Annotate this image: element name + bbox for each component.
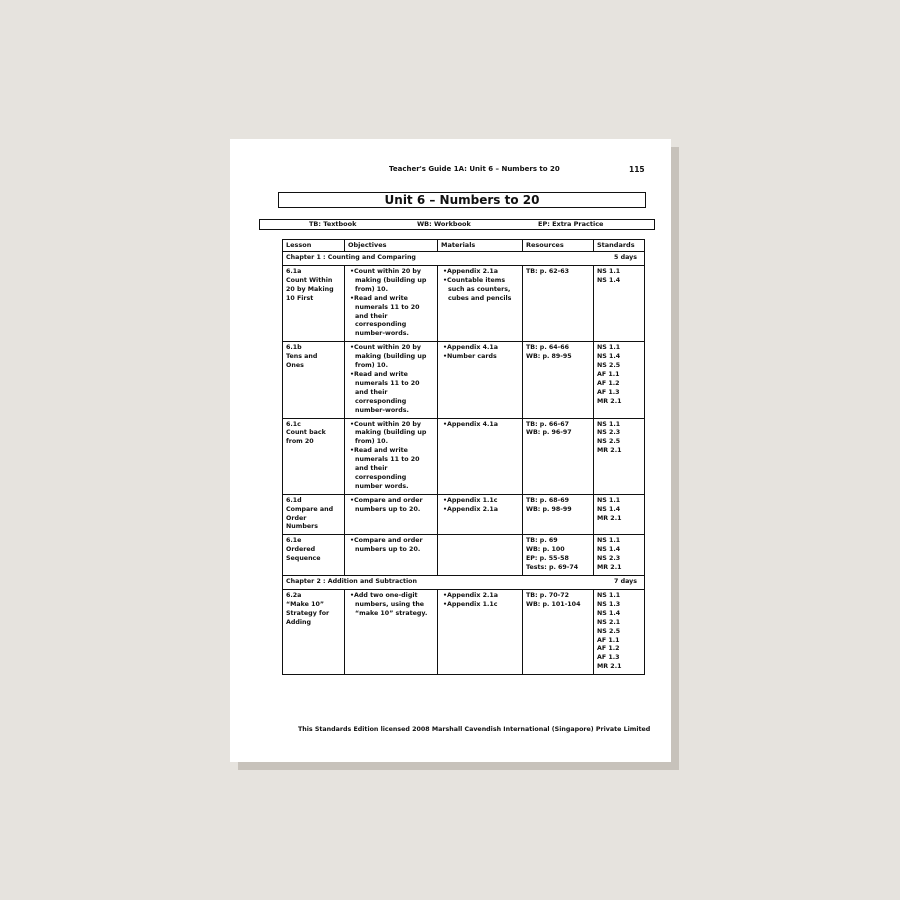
bullet-item: • Add two one-digit numbers, using the “make 10” strategy.	[348, 592, 434, 619]
cell-line: TB: p. 62-63	[526, 268, 570, 275]
cell-line: 6.1d	[286, 496, 302, 504]
bullet-item: • Appendix 1.1c	[441, 601, 519, 610]
standards-cell	[594, 266, 645, 342]
bullet-item: • Compare and order numbers up to 20.	[348, 497, 434, 515]
cell-line: TB: p. 66-67	[526, 420, 570, 428]
cell-line: NS 1.1	[597, 496, 621, 504]
table-row	[283, 266, 645, 342]
resources-cell	[523, 535, 594, 576]
cell-line: MR 2.1	[597, 447, 622, 455]
standards-cell	[594, 342, 645, 418]
resources-cell	[523, 494, 594, 535]
standards-cell	[594, 494, 645, 535]
cell-line: NS 1.4	[597, 609, 621, 617]
legend-tb: TB: Textbook	[309, 220, 357, 228]
cell-line: Adding	[286, 618, 312, 626]
page-number: 115	[629, 165, 645, 174]
bullet-item: • Appendix 2.1a	[441, 268, 519, 277]
objectives-cell	[345, 418, 438, 494]
cell-line: MR 2.1	[597, 564, 622, 572]
cell-line: NS 1.1	[597, 537, 621, 545]
chapter-days: 7 days	[614, 578, 637, 585]
resources-cell	[523, 342, 594, 418]
materials-cell	[438, 266, 523, 342]
column-header: Standards	[594, 240, 645, 252]
bullet-item: • Compare and order numbers up to 20.	[348, 537, 434, 555]
resources-cell	[523, 590, 594, 675]
chapter-cell	[283, 576, 645, 590]
cell-line: NS 1.4	[597, 546, 621, 554]
cell-line: TB: p. 70-72	[526, 592, 570, 599]
cell-line: TB: p. 69	[526, 537, 558, 545]
bullet-item: • Read and write numerals 11 to 20 and their corresponding number-words.	[348, 295, 434, 340]
cell-line: NS 1.1	[597, 420, 621, 428]
cell-line: TB: p. 64-66	[526, 344, 570, 352]
standards-cell	[594, 535, 645, 576]
cell-line: from 20	[286, 438, 314, 446]
bullet-item: • Appendix 4.1a	[441, 421, 519, 430]
cell-line: WB: p. 101-104	[526, 600, 581, 608]
cell-line: NS 2.3	[597, 555, 621, 563]
cell-line: NS 2.5	[597, 362, 621, 370]
cell-line: TB: p. 68-69	[526, 496, 570, 504]
cell-line: NS 1.1	[597, 344, 621, 352]
cell-line: 6.1c	[286, 420, 301, 428]
legend-ep: EP: Extra Practice	[538, 220, 604, 228]
cell-line: “Make 10”	[286, 600, 325, 608]
objectives-cell	[345, 342, 438, 418]
cell-line: 6.1e	[286, 537, 302, 545]
objectives-cell	[345, 590, 438, 675]
cell-line: MR 2.1	[597, 663, 622, 671]
materials-cell	[438, 418, 523, 494]
objectives-cell	[345, 535, 438, 576]
bullet-item: • Appendix 2.1a	[441, 506, 519, 515]
abbreviation-legend	[259, 219, 655, 230]
cell-line: NS 2.5	[597, 627, 621, 635]
cell-line: NS 1.3	[597, 600, 621, 608]
cell-line: NS 1.1	[597, 268, 621, 275]
cell-line: WB: p. 89-95	[526, 353, 572, 361]
cell-line: Order	[286, 514, 307, 522]
table-row	[283, 494, 645, 535]
document-page	[230, 139, 671, 762]
cell-line: Compare and	[286, 505, 334, 513]
cell-line: WB: p. 96-97	[526, 429, 572, 437]
cell-line: Strategy for	[286, 609, 330, 617]
cell-line: NS 1.4	[597, 505, 621, 513]
cell-line: Tests: p. 69-74	[526, 564, 579, 572]
cell-line: NS 1.4	[597, 276, 621, 284]
cell-line: EP: p. 55-58	[526, 555, 569, 563]
materials-cell	[438, 342, 523, 418]
bullet-item: • Number cards	[441, 353, 519, 362]
cell-line: AF 1.1	[597, 370, 620, 378]
cell-line: 10 First	[286, 294, 314, 302]
cell-line: NS 2.3	[597, 429, 621, 437]
cell-line: Ones	[286, 362, 304, 370]
cell-line: NS 1.4	[597, 353, 621, 361]
cell-line: Count back	[286, 429, 326, 437]
cell-line: Ordered	[286, 546, 316, 554]
cell-line: Count Within	[286, 276, 333, 284]
cell-line: Sequence	[286, 555, 321, 563]
lesson-cell	[283, 535, 345, 576]
cell-line: 6.1a	[286, 268, 302, 275]
cell-line: AF 1.3	[597, 654, 620, 662]
table-row	[283, 342, 645, 418]
chapter-title: Chapter 2 : Addition and Subtraction	[286, 578, 417, 585]
cell-line: AF 1.1	[597, 636, 620, 644]
bullet-item: • Read and write numerals 11 to 20 and their corresponding number-words.	[348, 371, 434, 416]
resources-cell	[523, 418, 594, 494]
bullet-item: • Read and write numerals 11 to 20 and their corresponding number words.	[348, 447, 434, 492]
bullet-item: • Appendix 4.1a	[441, 344, 519, 353]
materials-cell	[438, 494, 523, 535]
cell-line: NS 1.1	[597, 592, 621, 599]
legend-wb: WB: Workbook	[417, 220, 471, 228]
standards-cell	[594, 590, 645, 675]
cell-line: NS 2.1	[597, 618, 621, 626]
chapter-days: 5 days	[614, 254, 637, 261]
lesson-cell	[283, 494, 345, 535]
cell-line: WB: p. 100	[526, 546, 565, 554]
lesson-plan-table	[282, 239, 645, 675]
lesson-cell	[283, 590, 345, 675]
bullet-item: • Appendix 1.1c	[441, 497, 519, 506]
cell-line: 6.1b	[286, 344, 302, 352]
lesson-cell	[283, 418, 345, 494]
license-footer: This Standards Edition licensed 2008 Marshall Cavendish International (Singapore) Private Limited	[298, 726, 651, 733]
column-header: Resources	[523, 240, 594, 252]
objectives-cell	[345, 266, 438, 342]
cell-line: Tens and	[286, 353, 318, 361]
lesson-cell	[283, 266, 345, 342]
bullet-item: • Count within 20 by making (building up from) 10.	[348, 344, 434, 371]
cell-line: WB: p. 98-99	[526, 505, 572, 513]
table-row	[283, 418, 645, 494]
chapter-title: Chapter 1 : Counting and Comparing	[286, 254, 416, 261]
table-header-row	[283, 240, 645, 252]
cell-line: MR 2.1	[597, 397, 622, 405]
chapter-row	[283, 252, 645, 266]
materials-cell	[438, 535, 523, 576]
objectives-cell	[345, 494, 438, 535]
bullet-item: • Count within 20 by making (building up from) 10.	[348, 421, 434, 448]
cell-line: 6.2a	[286, 592, 302, 599]
cell-line: AF 1.2	[597, 645, 620, 653]
resources-cell	[523, 266, 594, 342]
chapter-row	[283, 576, 645, 590]
column-header: Objectives	[345, 240, 438, 252]
cell-line: 20 by Making	[286, 285, 334, 293]
table-row	[283, 535, 645, 576]
lesson-cell	[283, 342, 345, 418]
column-header: Materials	[438, 240, 523, 252]
materials-cell	[438, 590, 523, 675]
bullet-item: • Appendix 2.1a	[441, 592, 519, 601]
chapter-cell	[283, 252, 645, 266]
running-head: Teacher's Guide 1A: Unit 6 – Numbers to 20	[389, 165, 560, 173]
standards-cell	[594, 418, 645, 494]
cell-line: Numbers	[286, 523, 318, 531]
cell-line: AF 1.3	[597, 388, 620, 396]
cell-line: AF 1.2	[597, 379, 620, 387]
cell-line: MR 2.1	[597, 514, 622, 522]
cell-line: NS 2.5	[597, 438, 621, 446]
bullet-item: • Countable items such as counters, cubes and pencils	[441, 277, 519, 304]
unit-title: Unit 6 – Numbers to 20	[278, 192, 646, 208]
table-row	[283, 590, 645, 675]
column-header: Lesson	[283, 240, 345, 252]
bullet-item: • Count within 20 by making (building up from) 10.	[348, 268, 434, 295]
